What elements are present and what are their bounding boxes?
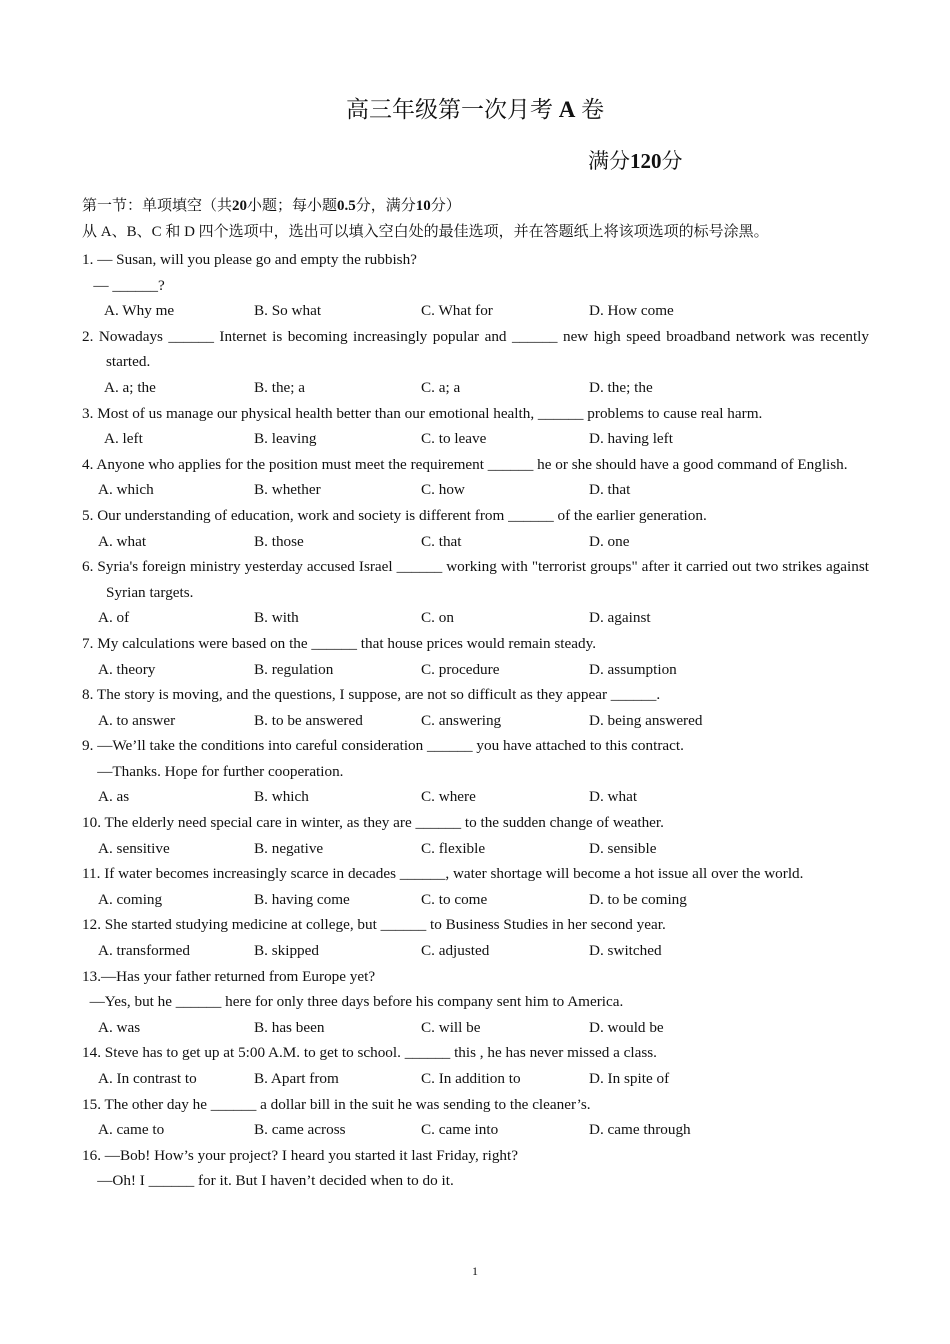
option-row [82,1015,869,1041]
option-a[interactable]: A. as [98,788,130,806]
option-b[interactable]: B. the; a [254,378,306,396]
question-stem: 12. She started studying medicine at college, but ______ to Business Studies in her second year. [82,916,666,934]
question-reply: —Yes, but he ______ here for only three days before his company sent him to America. [82,993,624,1011]
option-d[interactable]: D. against [589,609,651,627]
option-d[interactable]: D. came through [589,1121,691,1139]
option-b[interactable]: B. those [254,532,304,550]
question-stem: 9. —We’ll take the conditions into careful consideration ______ you have attached to this contract. [82,737,684,755]
question-item [82,1143,869,1194]
option-b[interactable]: B. having come [254,890,350,908]
option-c[interactable]: C. that [421,532,462,550]
section-points-each: 0.5 [337,198,356,214]
option-c[interactable]: C. where [421,788,476,806]
score-prefix: 满分 [588,149,630,173]
option-b[interactable]: B. which [254,788,309,806]
question-item [82,733,869,810]
option-d[interactable]: D. sensible [589,839,657,857]
option-b[interactable]: B. regulation [254,660,334,678]
question-item [82,912,869,963]
question-item [82,682,869,733]
option-b[interactable]: B. negative [254,839,324,857]
option-d[interactable]: D. assumption [589,660,677,678]
option-c[interactable]: C. to leave [421,430,487,448]
option-c[interactable]: C. a; a [421,378,461,396]
option-row [82,1066,869,1092]
option-c[interactable]: C. flexible [421,839,486,857]
section-instruction: 从 A、B、C 和 D 四个选项中，选出可以填入空白处的最佳选项，并在答题纸上将该项选项的标号涂黑。 [82,224,769,240]
question-stem: 16. —Bob! How’s your project? I heard you started it last Friday, right? [82,1146,518,1164]
question-item [82,1040,869,1091]
option-a[interactable]: A. transformed [98,942,190,960]
option-d[interactable]: D. switched [589,942,662,960]
option-b[interactable]: B. whether [254,481,321,499]
option-a[interactable]: A. coming [98,890,163,908]
option-row [82,836,869,862]
total-score [588,146,683,176]
question-item [82,631,869,682]
option-c[interactable]: C. how [421,481,465,499]
question-stem: 1. — Susan, will you please go and empty the rubbish? [82,251,417,268]
exam-title-suffix: 卷 [581,97,605,122]
question-item [82,810,869,861]
section-item-count: 20 [232,198,248,214]
question-item [82,554,869,631]
section-heading-part: 分，满分 [355,198,416,214]
option-d[interactable]: D. being answered [589,711,703,729]
option-b[interactable]: B. to be answered [254,711,363,729]
question-item [82,452,869,503]
option-row [82,426,869,452]
question-item [82,247,869,324]
question-reply: —Thanks. Hope for further cooperation. [82,762,344,780]
option-d[interactable]: D. one [589,532,630,550]
exam-title-prefix: 高三年级第一次月考 [345,97,553,122]
option-row [82,708,869,734]
option-a[interactable]: A. was [98,1018,141,1036]
option-d[interactable]: D. having left [589,430,673,448]
option-a[interactable]: A. to answer [98,711,176,729]
option-c[interactable]: C. to come [421,890,488,908]
option-c[interactable]: C. procedure [421,660,500,678]
question-stem: 4. Anyone who applies for the position must meet the requirement ______ he or she should have a good command of English. [82,455,848,473]
option-c[interactable]: C. will be [421,1018,481,1036]
option-c[interactable]: C. on [421,609,454,627]
question-reply: — ______? [82,276,165,294]
option-b[interactable]: B. has been [254,1018,325,1036]
option-c[interactable]: C. answering [421,711,502,729]
section-total-points: 10 [415,198,431,214]
score-value: 120 [630,149,662,173]
exam-title [0,94,950,126]
question-item [82,1092,869,1143]
question-stem: 6. Syria's foreign ministry yesterday accused Israel ______ working with "terrorist groups" after it carried out two strikes against Syrian targets. [82,558,869,601]
page-number: 1 [472,1264,478,1278]
option-row [82,887,869,913]
option-c[interactable]: C. What for [421,302,493,320]
question-item [82,964,869,1041]
option-row [82,657,869,683]
option-a[interactable]: A. a; the [104,378,156,396]
section-heading [82,194,461,218]
option-b[interactable]: B. Apart from [254,1070,339,1087]
question-stem: 5. Our understanding of education, work and society is different from ______ of the earlier generation. [82,506,707,524]
question-stem: 14. Steve has to get up at 5:00 A.M. to get to school. ______ this , he has never missed a class. [82,1044,657,1062]
option-b[interactable]: B. came across [254,1121,346,1139]
option-b[interactable]: B. So what [254,302,322,320]
question-item [82,503,869,554]
option-c[interactable]: C. In addition to [421,1070,521,1087]
section-heading-part: 分） [430,198,461,214]
question-list [82,247,869,1194]
option-a[interactable]: A. came to [98,1121,165,1139]
option-c[interactable]: C. came into [421,1121,499,1139]
question-stem: 3. Most of us manage our physical health better than our emotional health, ______ problems to cause real harm. [82,404,763,422]
question-reply: —Oh! I ______ for it. But I haven’t decided when to do it. [82,1172,454,1190]
option-d[interactable]: D. to be coming [589,890,687,908]
option-row [82,375,869,401]
option-row [82,298,869,324]
option-a[interactable]: A. theory [98,660,156,678]
option-row [82,477,869,503]
option-d[interactable]: D. what [589,788,638,806]
section-heading-part: 小题；每小题 [247,198,338,214]
option-d[interactable]: D. How come [589,302,674,320]
option-d[interactable]: D. that [589,481,631,499]
option-b[interactable]: B. leaving [254,430,317,448]
score-suffix: 分 [661,149,683,173]
option-b[interactable]: B. skipped [254,942,319,960]
question-stem: 7. My calculations were based on the ______ that house prices would remain steady. [82,634,596,652]
option-a[interactable]: A. of [98,609,130,627]
option-c[interactable]: C. adjusted [421,942,490,960]
section-heading-part: 第一节：单项填空（共 [82,198,233,214]
exam-title-letter: A [558,97,576,122]
option-a[interactable]: A. sensitive [98,839,170,857]
option-a[interactable]: A. Why me [104,302,175,320]
question-item [82,401,869,452]
question-stem: 2. Nowadays ______ Internet is becoming increasingly popular and ______ new high speed broadband network was recently started. [82,327,869,371]
option-row [82,784,869,810]
option-d[interactable]: D. In spite of [589,1070,670,1087]
option-row [82,938,869,964]
option-row [82,529,869,555]
option-d[interactable]: D. would be [589,1018,664,1036]
option-d[interactable]: D. the; the [589,378,653,396]
question-stem: 11. If water becomes increasingly scarce in decades ______, water shortage will become a hot issue all over the world. [82,865,804,883]
question-item [82,324,869,401]
option-a[interactable]: A. left [104,430,143,448]
question-stem: 13.—Has your father returned from Europe yet? [82,967,376,985]
option-a[interactable]: A. which [98,481,154,499]
option-row [82,605,869,631]
option-b[interactable]: B. with [254,609,299,627]
option-a[interactable]: A. In contrast to [98,1070,197,1087]
question-stem: 10. The elderly need special care in winter, as they are ______ to the sudden change of weather. [82,814,664,832]
question-stem: 15. The other day he ______ a dollar bill in the suit he was sending to the cleaner’s. [82,1095,591,1113]
option-row [82,1117,869,1143]
question-item [82,861,869,912]
option-a[interactable]: A. what [98,532,147,550]
question-stem: 8. The story is moving, and the questions, I suppose, are not so difficult as they appear ______. [82,686,661,704]
